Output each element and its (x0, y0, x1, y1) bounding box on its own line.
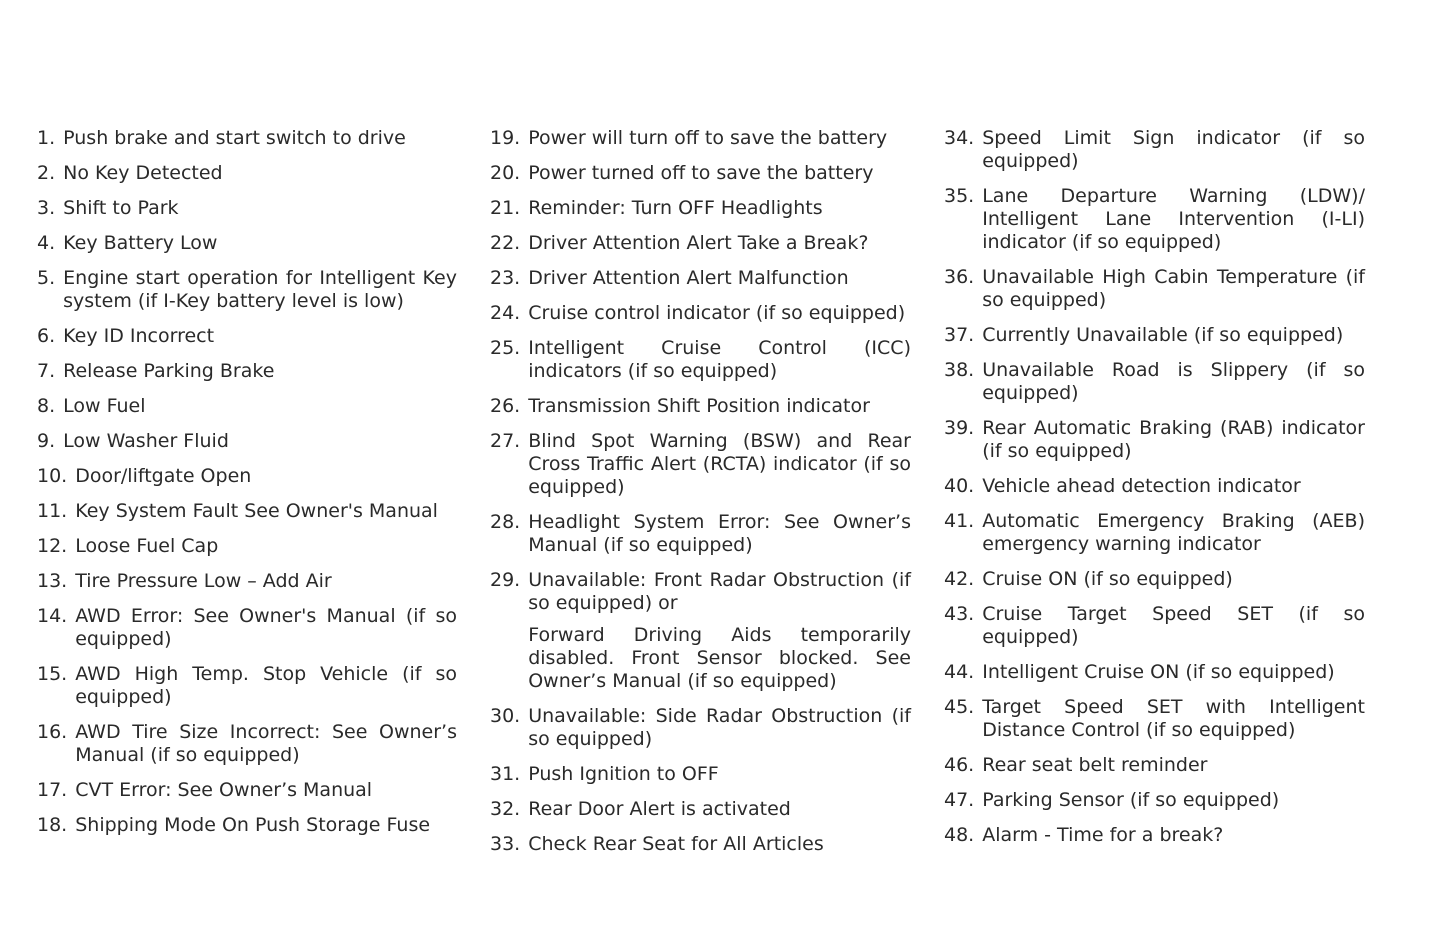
list-item (944, 417, 1365, 463)
item-text (75, 535, 457, 558)
item-text-line: Automatic Emergency Braking (AEB) emergency warning indicator (982, 510, 1365, 555)
item-text (528, 232, 911, 255)
item-text (75, 570, 457, 593)
item-text (528, 511, 911, 557)
item-text-line: Currently Unavailable (if so equipped) (982, 324, 1344, 346)
item-text (75, 465, 457, 488)
list-item (490, 232, 911, 255)
item-number: 18. (37, 814, 68, 836)
item-text-line: Cruise control indicator (if so equipped) (528, 302, 906, 324)
item-text-line: Power turned off to save the battery (528, 162, 874, 184)
list-item (944, 789, 1365, 812)
item-text-line: Check Rear Seat for All Articles (528, 833, 824, 855)
list-item (37, 779, 457, 802)
item-text-line: Unavailable: Side Radar Obstruction (if so equipped) (528, 705, 911, 750)
item-text-line: Intelligent Cruise Control (ICC) indicators (if so equipped) (528, 337, 911, 382)
item-text (63, 162, 457, 185)
list-item (37, 162, 457, 185)
item-text-line: Tire Pressure Low – Add Air (75, 570, 332, 592)
item-text (982, 359, 1365, 405)
item-number: 31. (490, 763, 521, 785)
item-text (528, 763, 911, 786)
item-text (75, 779, 457, 802)
list-item (37, 570, 457, 593)
list-item (37, 535, 457, 558)
item-number: 14. (37, 605, 68, 627)
item-text-line: Rear Door Alert is activated (528, 798, 791, 820)
item-number: 37. (944, 324, 975, 346)
item-text-line: Unavailable High Cabin Temperature (if so equipped) (982, 266, 1365, 311)
item-number: 7. (37, 360, 56, 382)
item-number: 38. (944, 359, 975, 381)
list-item (37, 197, 457, 220)
item-text-line: Loose Fuel Cap (75, 535, 219, 557)
item-text (982, 510, 1365, 556)
list-item (37, 663, 457, 709)
list-item (944, 696, 1365, 742)
list-item (490, 127, 911, 150)
item-text (982, 696, 1365, 742)
item-text (528, 395, 911, 418)
item-text-line: No Key Detected (63, 162, 223, 184)
item-text-line: Cruise ON (if so equipped) (982, 568, 1233, 590)
list-item (37, 500, 457, 523)
item-number: 33. (490, 833, 521, 855)
item-text (528, 430, 911, 499)
list-item (944, 266, 1365, 312)
item-number: 45. (944, 696, 975, 718)
item-text (982, 417, 1365, 463)
item-number: 8. (37, 395, 56, 417)
item-text-line: Unavailable Road is Slippery (if so equipped) (982, 359, 1365, 404)
indicator-list-column-1 (37, 127, 457, 849)
item-number: 1. (37, 127, 56, 149)
item-number: 28. (490, 511, 521, 533)
list-item (944, 359, 1365, 405)
item-text (528, 569, 911, 693)
list-item (944, 754, 1365, 777)
item-text-line: Alarm - Time for a break? (982, 824, 1224, 846)
item-text (982, 603, 1365, 649)
item-text-line: Reminder: Turn OFF Headlights (528, 197, 823, 219)
item-number: 43. (944, 603, 975, 625)
item-text-continuation: Forward Driving Aids temporarily disabled. Front Sensor blocked. See Owner’s Manual (if so equipped) (528, 624, 911, 692)
item-text-line: Engine start operation for Intelligent Key system (if I-Key battery level is low) (63, 267, 457, 312)
item-text (982, 824, 1365, 847)
item-text (75, 721, 457, 767)
item-number: 44. (944, 661, 975, 683)
list-item (490, 511, 911, 557)
item-number: 30. (490, 705, 521, 727)
list-item (490, 337, 911, 383)
item-number: 6. (37, 325, 56, 347)
item-number: 32. (490, 798, 521, 820)
list-item (37, 814, 457, 837)
item-number: 16. (37, 721, 68, 743)
list-item (944, 127, 1365, 173)
item-text-line: Blind Spot Warning (BSW) and Rear Cross Traffic Alert (RCTA) indicator (if so equipped) (528, 430, 911, 498)
list-item (944, 568, 1365, 591)
item-text-line: Intelligent Cruise ON (if so equipped) (982, 661, 1335, 683)
item-number: 17. (37, 779, 68, 801)
item-text (982, 661, 1365, 684)
item-text-line: Driver Attention Alert Take a Break? (528, 232, 869, 254)
list-item (37, 430, 457, 453)
item-text (528, 337, 911, 383)
item-number: 26. (490, 395, 521, 417)
list-item (944, 661, 1365, 684)
list-item (490, 197, 911, 220)
item-text (528, 705, 911, 751)
item-number: 29. (490, 569, 521, 591)
item-text-line: Key Battery Low (63, 232, 218, 254)
item-text-line: AWD Tire Size Incorrect: See Owner’s Manual (if so equipped) (75, 721, 457, 766)
list-item (944, 824, 1365, 847)
item-number: 40. (944, 475, 975, 497)
item-number: 27. (490, 430, 521, 452)
item-number: 42. (944, 568, 975, 590)
item-text-line: Push Ignition to OFF (528, 763, 719, 785)
list-item (944, 510, 1365, 556)
item-text (982, 324, 1365, 347)
item-text (528, 833, 911, 856)
item-text (528, 197, 911, 220)
list-item (490, 267, 911, 290)
list-item (37, 360, 457, 383)
item-number: 23. (490, 267, 521, 289)
item-text-line: Headlight System Error: See Owner’s Manual (if so equipped) (528, 511, 911, 556)
item-text (982, 754, 1365, 777)
indicator-list-column-2 (490, 127, 911, 868)
list-item (490, 430, 911, 499)
item-number: 20. (490, 162, 521, 184)
item-number: 24. (490, 302, 521, 324)
item-text (75, 500, 457, 523)
item-text-line: Cruise Target Speed SET (if so equipped) (982, 603, 1365, 648)
item-text-line: Target Speed SET with Intelligent Distance Control (if so equipped) (982, 696, 1365, 741)
item-text (982, 568, 1365, 591)
item-text-line: Key System Fault See Owner's Manual (75, 500, 438, 522)
item-number: 9. (37, 430, 56, 452)
item-text (982, 475, 1365, 498)
item-number: 11. (37, 500, 68, 522)
list-item (490, 763, 911, 786)
item-number: 3. (37, 197, 56, 219)
item-number: 4. (37, 232, 56, 254)
item-text (63, 197, 457, 220)
item-text (63, 232, 457, 255)
list-item (490, 569, 911, 693)
item-text-line: Low Fuel (63, 395, 146, 417)
list-item (37, 395, 457, 418)
item-text (982, 185, 1365, 254)
item-number: 48. (944, 824, 975, 846)
list-item (490, 395, 911, 418)
item-text (75, 663, 457, 709)
item-text-line: Release Parking Brake (63, 360, 275, 382)
item-text (982, 127, 1365, 173)
list-item (37, 232, 457, 255)
item-text (63, 430, 457, 453)
list-item (37, 465, 457, 488)
item-number: 13. (37, 570, 68, 592)
item-text (528, 267, 911, 290)
item-number: 34. (944, 127, 975, 149)
item-number: 12. (37, 535, 68, 557)
item-number: 22. (490, 232, 521, 254)
item-number: 19. (490, 127, 521, 149)
list-item (37, 325, 457, 348)
list-item (490, 302, 911, 325)
item-number: 35. (944, 185, 975, 207)
list-item (37, 721, 457, 767)
item-text-line: Door/liftgate Open (75, 465, 252, 487)
item-text (982, 266, 1365, 312)
item-text (75, 814, 457, 837)
item-text-line: Unavailable: Front Radar Obstruction (if so equipped) or (528, 569, 911, 614)
item-text (63, 267, 457, 313)
list-item (944, 603, 1365, 649)
list-item (37, 127, 457, 150)
item-text-line: Lane Departure Warning (LDW)/ Intelligent Lane Intervention (I-LI) indicator (if so equipped) (982, 185, 1365, 253)
item-text-line: Shipping Mode On Push Storage Fuse (75, 814, 431, 836)
indicator-list-column-3 (944, 127, 1365, 859)
list-item (490, 798, 911, 821)
list-item (490, 705, 911, 751)
list-item (490, 833, 911, 856)
item-number: 46. (944, 754, 975, 776)
item-number: 5. (37, 267, 56, 289)
item-number: 39. (944, 417, 975, 439)
list-item (944, 324, 1365, 347)
item-number: 41. (944, 510, 975, 532)
item-number: 47. (944, 789, 975, 811)
item-text-line: Rear seat belt reminder (982, 754, 1208, 776)
item-text (528, 127, 911, 150)
item-text-line: Power will turn off to save the battery (528, 127, 888, 149)
item-text-line: AWD High Temp. Stop Vehicle (if so equipped) (75, 663, 457, 708)
item-text-line: Rear Automatic Braking (RAB) indicator (if so equipped) (982, 417, 1365, 462)
item-text-line: AWD Error: See Owner's Manual (if so equipped) (75, 605, 457, 650)
item-text (528, 798, 911, 821)
item-number: 15. (37, 663, 68, 685)
item-number: 25. (490, 337, 521, 359)
item-number: 10. (37, 465, 68, 487)
item-text-line: Vehicle ahead detection indicator (982, 475, 1301, 497)
list-item (944, 475, 1365, 498)
item-text-line: Low Washer Fluid (63, 430, 229, 452)
list-item (37, 267, 457, 313)
list-item (944, 185, 1365, 254)
item-text-line: Key ID Incorrect (63, 325, 215, 347)
list-item (37, 605, 457, 651)
item-text (63, 325, 457, 348)
item-text-line: Speed Limit Sign indicator (if so equipped) (982, 127, 1365, 172)
item-text (982, 789, 1365, 812)
item-text-line: CVT Error: See Owner’s Manual (75, 779, 373, 801)
item-text (63, 360, 457, 383)
item-text (528, 302, 911, 325)
item-text (528, 162, 911, 185)
item-number: 21. (490, 197, 521, 219)
item-text (63, 127, 457, 150)
item-text (63, 395, 457, 418)
item-text-line: Push brake and start switch to drive (63, 127, 406, 149)
item-text-line: Driver Attention Alert Malfunction (528, 267, 849, 289)
item-number: 2. (37, 162, 56, 184)
item-text-line: Shift to Park (63, 197, 179, 219)
item-text (75, 605, 457, 651)
list-item (490, 162, 911, 185)
item-text-line: Parking Sensor (if so equipped) (982, 789, 1280, 811)
item-text-line: Transmission Shift Position indicator (528, 395, 870, 417)
item-number: 36. (944, 266, 975, 288)
